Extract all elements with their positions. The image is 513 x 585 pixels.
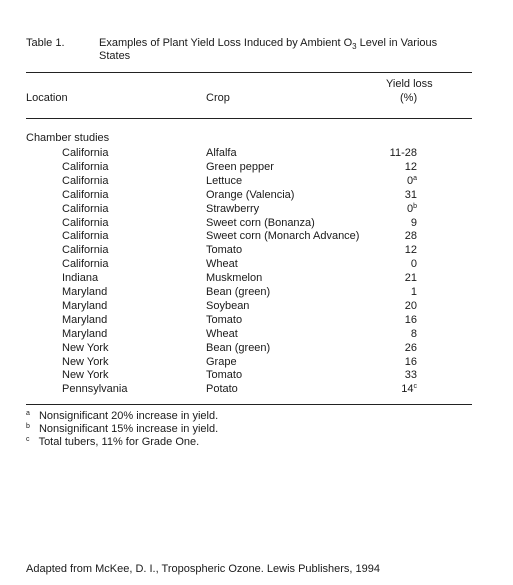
yield-cell [401, 383, 417, 395]
table-row [0, 175, 513, 189]
crop-cell: Muskmelon [206, 272, 263, 285]
crop-cell: Lettuce [206, 174, 243, 187]
location-cell: California [62, 216, 109, 229]
yield-value: 21 [404, 272, 417, 285]
yield-value: 0 [406, 174, 414, 187]
yield-value: 12 [404, 244, 417, 257]
footnote-text: Nonsignificant 15% increase in yield. [38, 423, 219, 435]
location-cell: Maryland [62, 299, 108, 312]
yield-value: 11-28 [389, 147, 417, 159]
yield-cell [405, 230, 417, 242]
table-row [0, 161, 513, 175]
yield-value: 16 [404, 355, 417, 368]
table-title [99, 37, 437, 51]
table-row [0, 286, 513, 300]
crop-cell: Grape [206, 355, 237, 368]
yield-value: 9 [410, 216, 417, 229]
location-cell: California [62, 202, 109, 215]
yield-value: 1 [410, 286, 417, 298]
location-cell: California [62, 174, 109, 187]
source-note: Adapted from McKee, D. I., Tropospheric Ozone. Lewis Publishers, 1994 [26, 563, 381, 575]
location-cell: California [62, 258, 109, 271]
yield-value: 14 [401, 383, 414, 396]
crop-cell: Orange (Valencia) [206, 188, 295, 201]
location-cell: New York [62, 369, 109, 382]
yield-value: 33 [404, 369, 417, 382]
location-cell: California [62, 230, 109, 243]
table-title-line2: States [99, 50, 131, 62]
table-row [0, 230, 513, 244]
header-crop: Crop [206, 92, 230, 104]
header-location: Location [26, 92, 68, 104]
yield-cell [405, 161, 417, 173]
location-cell: Pennsylvania [62, 383, 128, 396]
crop-cell: Tomato [206, 244, 243, 257]
bottom-rule [26, 404, 472, 405]
crop-cell: Tomato [206, 313, 243, 326]
table-row [0, 203, 513, 217]
table-row [0, 147, 513, 161]
table-row [0, 356, 513, 370]
footnote [26, 423, 218, 435]
location-cell: Maryland [62, 286, 108, 298]
location-cell: California [62, 147, 109, 159]
yield-value: 8 [410, 327, 417, 340]
yield-cell [405, 272, 417, 284]
location-cell: Indiana [62, 272, 99, 285]
crop-cell: Bean (green) [206, 341, 271, 354]
table-label: Table 1. [26, 37, 65, 49]
yield-footnote-mark: c [413, 383, 417, 391]
crop-cell: Strawberry [206, 202, 260, 215]
yield-cell [405, 300, 417, 312]
yield-cell [405, 342, 417, 354]
yield-footnote-mark: a [413, 174, 417, 182]
footnote-mark: b [26, 423, 30, 430]
location-cell: California [62, 244, 109, 257]
table-title-text: Examples of Plant Yield Loss Induced by Ambient O [99, 37, 353, 49]
location-cell: New York [62, 341, 109, 354]
crop-cell: Soybean [206, 299, 250, 312]
location-cell: California [62, 160, 109, 173]
table-row [0, 258, 513, 272]
yield-value: 28 [404, 230, 417, 243]
table-row [0, 314, 513, 328]
table-row [0, 369, 513, 383]
footnote [26, 436, 199, 448]
header-rule [26, 118, 472, 119]
yield-cell [405, 244, 417, 256]
footnote-text: Nonsignificant 20% increase in yield. [38, 410, 219, 422]
top-rule [26, 72, 472, 73]
yield-cell [411, 328, 417, 340]
table-row [0, 217, 513, 231]
table-row [0, 383, 513, 397]
section-label: Chamber studies [26, 132, 110, 144]
table-row [0, 189, 513, 203]
yield-cell [405, 314, 417, 326]
yield-cell [405, 356, 417, 368]
yield-value: 0 [410, 258, 417, 271]
yield-value: 26 [404, 341, 417, 354]
yield-cell [405, 369, 417, 381]
footnote [26, 410, 218, 422]
header-yield-line1: Yield loss [386, 78, 433, 90]
location-cell: Maryland [62, 313, 108, 326]
yield-cell [411, 286, 417, 298]
footnote-mark: a [26, 410, 30, 417]
ozone-subscript: 3 [352, 42, 357, 52]
crop-cell: Bean (green) [206, 286, 271, 298]
table-row [0, 300, 513, 314]
crop-cell: Tomato [206, 369, 243, 382]
footnote-text: Total tubers, 11% for Grade One. [38, 436, 200, 448]
yield-cell [390, 147, 417, 159]
crop-cell: Sweet corn (Monarch Advance) [206, 230, 360, 243]
yield-footnote-mark: b [413, 202, 417, 210]
yield-value: 20 [404, 299, 417, 312]
crop-cell: Alfalfa [206, 147, 237, 159]
yield-cell [405, 189, 417, 201]
table-row [0, 244, 513, 258]
yield-value: 16 [404, 313, 417, 326]
crop-cell: Wheat [206, 258, 238, 271]
table-row [0, 342, 513, 356]
location-cell: New York [62, 355, 109, 368]
yield-value: 0 [406, 202, 414, 215]
yield-cell [407, 203, 417, 215]
yield-cell [407, 175, 417, 187]
yield-value: 31 [404, 188, 417, 201]
location-cell: California [62, 188, 109, 201]
yield-value: 12 [404, 160, 417, 173]
header-yield-line2: (%) [400, 92, 418, 104]
yield-cell [411, 258, 417, 270]
table-row [0, 272, 513, 286]
yield-cell [411, 217, 417, 229]
footnote-mark: c [26, 436, 30, 443]
table-title-text-end: Level in Various [356, 37, 438, 49]
crop-cell: Sweet corn (Bonanza) [206, 216, 315, 229]
crop-cell: Green pepper [206, 160, 274, 173]
crop-cell: Wheat [206, 327, 238, 340]
crop-cell: Potato [206, 383, 238, 396]
location-cell: Maryland [62, 327, 108, 340]
table-row [0, 328, 513, 342]
